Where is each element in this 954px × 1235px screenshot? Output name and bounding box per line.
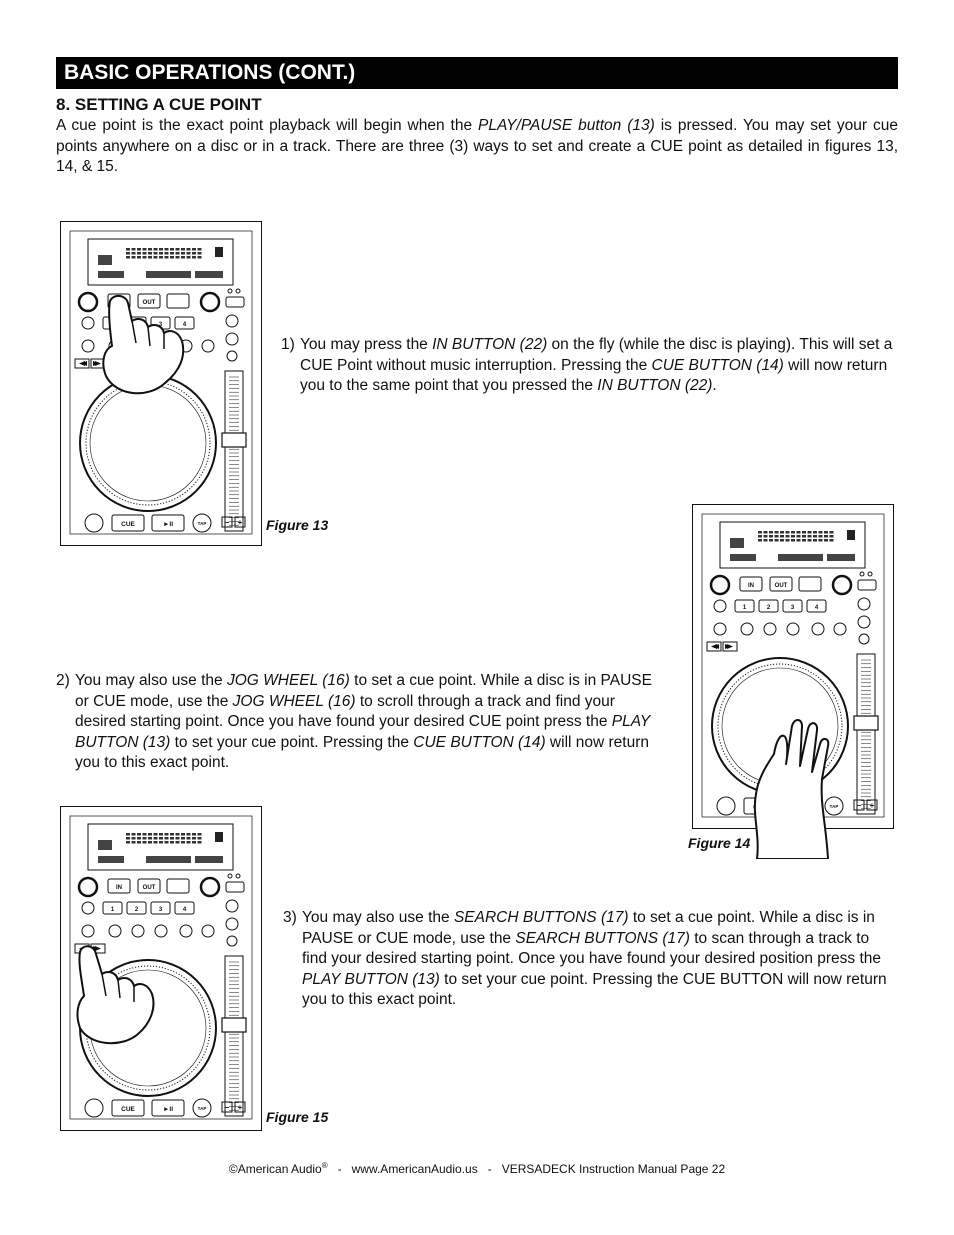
lcd-segment xyxy=(154,841,158,844)
lcd-time xyxy=(146,271,191,278)
lcd-segment xyxy=(143,841,147,844)
lcd-segment xyxy=(165,248,169,251)
lcd-segment xyxy=(181,256,185,259)
lcd-segment xyxy=(170,833,174,836)
pitch-fader-cap xyxy=(222,1018,246,1032)
lcd-segment xyxy=(786,539,790,542)
lcd-segment xyxy=(165,837,169,840)
section-title: 8. SETTING A CUE POINT xyxy=(56,95,262,114)
hot-cue-label: 3 xyxy=(158,322,163,328)
lcd-digits xyxy=(730,554,756,561)
lcd-segment xyxy=(126,833,130,836)
hot-cue-label: 3 xyxy=(158,907,163,913)
lcd-segment xyxy=(176,841,180,844)
lcd-segment xyxy=(170,841,174,844)
lcd-segment xyxy=(132,837,136,840)
cue-button-label: CUE xyxy=(121,1106,135,1113)
lcd-segment xyxy=(830,535,834,538)
step-1 xyxy=(281,335,896,397)
lcd-segment xyxy=(791,531,795,534)
lcd-segment xyxy=(143,837,147,840)
lcd-segment xyxy=(769,535,773,538)
lcd-segment xyxy=(126,248,130,251)
hot-cue-label: 1 xyxy=(110,907,115,913)
lcd-segment xyxy=(137,841,141,844)
lcd-segment xyxy=(176,837,180,840)
in-button-label: IN xyxy=(748,583,754,589)
lcd-segment xyxy=(824,539,828,542)
lcd-segment xyxy=(192,248,196,251)
hot-cue-label: 4 xyxy=(814,605,819,611)
lcd-segment xyxy=(181,841,185,844)
lcd-segment xyxy=(165,833,169,836)
lcd-icon xyxy=(215,832,223,842)
lcd-segment xyxy=(192,833,196,836)
lcd-segment xyxy=(824,531,828,534)
lcd-segment xyxy=(181,252,185,255)
figure-14-illustration xyxy=(692,504,894,859)
in-button-label: IN xyxy=(116,885,122,891)
lcd-segment xyxy=(170,256,174,259)
lcd-digits xyxy=(98,255,112,265)
lcd-segment xyxy=(808,531,812,534)
lcd-segment xyxy=(165,256,169,259)
step-text: You may press the IN BUTTON (22) on the fly (while the disc is playing). This will set a CUE Point without music interruption. Pressing the CUE BUTTON (14) will now return you to the same point that you pressed the IN BUTTON (22). xyxy=(300,336,893,394)
lcd-segment xyxy=(802,539,806,542)
lcd-segment xyxy=(137,837,141,840)
tap-label: TAP xyxy=(197,521,207,526)
lcd-segment xyxy=(137,256,141,259)
lcd-segment xyxy=(181,837,185,840)
lcd-segment xyxy=(148,248,152,251)
lcd-time xyxy=(778,554,823,561)
lcd-segment xyxy=(775,531,779,534)
lcd-segment xyxy=(780,531,784,534)
lcd-segment xyxy=(154,248,158,251)
step-number: 1) xyxy=(281,336,295,353)
lcd-segment xyxy=(132,248,136,251)
lcd-segment xyxy=(170,248,174,251)
hot-cue-label: 4 xyxy=(182,322,187,328)
footer-text: - www.AmericanAudio.us - VERSADECK Instruction Manual Page 22 xyxy=(327,1162,726,1176)
lcd-segment xyxy=(170,252,174,255)
lcd-segment xyxy=(132,841,136,844)
lcd-segment xyxy=(786,531,790,534)
lcd-segment xyxy=(791,535,795,538)
lcd-segment xyxy=(198,252,202,255)
lcd-segment xyxy=(137,252,141,255)
lcd-segment xyxy=(165,252,169,255)
pitch-fader-cap xyxy=(854,716,878,730)
lcd-segment xyxy=(819,531,823,534)
lcd-segment xyxy=(154,837,158,840)
lcd-segment xyxy=(132,252,136,255)
section-banner: BASIC OPERATIONS (CONT.) xyxy=(56,57,898,89)
pitch-plus-label: + xyxy=(237,1103,243,1112)
lcd-segment xyxy=(143,833,147,836)
lcd-segment xyxy=(159,256,163,259)
lcd-segment xyxy=(176,256,180,259)
lcd-segment xyxy=(159,833,163,836)
registered-mark: ® xyxy=(321,1161,328,1170)
hot-cue-label: 3 xyxy=(790,605,795,611)
lcd-segment xyxy=(126,837,130,840)
lcd-segment xyxy=(187,252,191,255)
hot-cue-label: 1 xyxy=(742,605,747,611)
lcd-segment xyxy=(780,535,784,538)
lcd-segment xyxy=(132,833,136,836)
lcd-segment xyxy=(192,841,196,844)
pitch-minus-label: − xyxy=(224,518,230,527)
lcd-digits xyxy=(730,538,744,548)
lcd-segment xyxy=(187,248,191,251)
lcd-segment xyxy=(126,252,130,255)
step-number: 2) xyxy=(56,672,70,689)
lcd-segment xyxy=(159,252,163,255)
lcd-segment xyxy=(198,256,202,259)
lcd-segment xyxy=(769,539,773,542)
figure-15-illustration xyxy=(60,806,262,1131)
step-3 xyxy=(283,908,898,1011)
copyright-symbol: © xyxy=(228,1162,238,1176)
lcd-segment xyxy=(198,837,202,840)
lcd-segment xyxy=(126,841,130,844)
figure-13-illustration xyxy=(60,221,262,546)
step-number: 3) xyxy=(283,909,297,926)
pitch-minus-label: − xyxy=(856,801,862,810)
lcd-segment xyxy=(170,837,174,840)
lcd-segment xyxy=(764,535,768,538)
lcd-segment xyxy=(769,531,773,534)
lcd-segment xyxy=(143,248,147,251)
out-button-label: OUT xyxy=(142,300,156,306)
lcd-segment xyxy=(159,841,163,844)
cue-button-label: CUE xyxy=(121,521,135,528)
lcd-segment xyxy=(137,833,141,836)
lcd-segment xyxy=(797,531,801,534)
figure-13-caption: Figure 13 xyxy=(266,517,329,533)
lcd-segment xyxy=(198,833,202,836)
lcd-segment xyxy=(758,539,762,542)
lcd-segment xyxy=(148,256,152,259)
lcd-segment xyxy=(181,833,185,836)
hot-cue-label: 2 xyxy=(134,907,139,913)
step-text: You may also use the SEARCH BUTTONS (17) to set a cue point. While a disc is in PAUSE or CUE mode, use the SEARCH BUTTONS (17) to scan through a track to find your desired starting point. Once you have found your desired position press the PLAY BUTTON (13) to set your cue point. Pressing the CUE BUTTON will now return you to this exact point. xyxy=(302,909,887,1008)
lcd-segment xyxy=(808,539,812,542)
lcd-bpm xyxy=(195,856,223,863)
lcd-segment xyxy=(176,248,180,251)
lcd-segment xyxy=(187,841,191,844)
lcd-segment xyxy=(137,248,141,251)
lcd-segment xyxy=(154,833,158,836)
lcd-icon xyxy=(215,247,223,257)
pitch-minus-label: − xyxy=(224,1103,230,1112)
pitch-fader-cap xyxy=(222,433,246,447)
lcd-segment xyxy=(187,256,191,259)
lcd-segment xyxy=(132,256,136,259)
step-text: You may also use the JOG WHEEL (16) to set a cue point. While a disc is in PAUSE or CUE mode, use the JOG WHEEL (16) to scroll through a track and find your desired starting point. Once you have found your desired CUE point press the PLAY BUTTON (13) to set your cue point. Pressing the CUE BUTTON (14) will now return you to this exact point. xyxy=(75,672,652,771)
lcd-bpm xyxy=(195,271,223,278)
lcd-segment xyxy=(775,539,779,542)
lcd-segment xyxy=(159,248,163,251)
lcd-segment xyxy=(758,531,762,534)
pitch-plus-label: + xyxy=(869,801,875,810)
lcd-digits xyxy=(98,840,112,850)
lcd-segment xyxy=(813,531,817,534)
lcd-segment xyxy=(797,535,801,538)
lcd-segment xyxy=(819,539,823,542)
lcd-segment xyxy=(813,539,817,542)
lcd-segment xyxy=(148,252,152,255)
lcd-segment xyxy=(775,535,779,538)
lcd-segment xyxy=(797,539,801,542)
hot-cue-label: 2 xyxy=(766,605,771,611)
play-pause-label: ►II xyxy=(162,1106,174,1113)
lcd-segment xyxy=(786,535,790,538)
lcd-segment xyxy=(192,252,196,255)
figure-15-caption: Figure 15 xyxy=(266,1109,329,1125)
lcd-time xyxy=(146,856,191,863)
lcd-segment xyxy=(830,531,834,534)
lcd-segment xyxy=(802,531,806,534)
out-button-label: OUT xyxy=(142,885,156,891)
lcd-icon xyxy=(847,530,855,540)
lcd-segment xyxy=(780,539,784,542)
lcd-digits xyxy=(98,271,124,278)
lcd-segment xyxy=(198,841,202,844)
lcd-segment xyxy=(764,531,768,534)
step-2 xyxy=(56,671,668,774)
lcd-segment xyxy=(148,837,152,840)
lcd-segment xyxy=(198,248,202,251)
footer-brand: American Audio xyxy=(237,1162,322,1176)
lcd-segment xyxy=(187,833,191,836)
figure-14-caption: Figure 14 xyxy=(688,835,751,851)
lcd-segment xyxy=(808,535,812,538)
lcd-segment xyxy=(143,252,147,255)
tap-label: TAP xyxy=(197,1106,207,1111)
lcd-segment xyxy=(154,256,158,259)
tap-label: TAP xyxy=(829,804,839,809)
lcd-bpm xyxy=(827,554,855,561)
lcd-segment xyxy=(813,535,817,538)
lcd-segment xyxy=(791,539,795,542)
page-footer xyxy=(0,1161,954,1176)
hot-cue-label: 4 xyxy=(182,907,187,913)
lcd-segment xyxy=(165,841,169,844)
lcd-segment xyxy=(824,535,828,538)
play-pause-label: ►II xyxy=(162,521,174,528)
lcd-segment xyxy=(830,539,834,542)
lcd-segment xyxy=(758,535,762,538)
lcd-segment xyxy=(176,252,180,255)
lcd-segment xyxy=(181,248,185,251)
out-button-label: OUT xyxy=(774,583,788,589)
lcd-segment xyxy=(148,833,152,836)
lcd-segment xyxy=(176,833,180,836)
lcd-segment xyxy=(764,539,768,542)
intro-paragraph: A cue point is the exact point playback will begin when the PLAY/PAUSE button (13) is pressed. You may set your cue points anywhere on a disc or in a track. There are three (3) ways to set and create a CUE point as detailed in figures 13, 14, & 15. xyxy=(56,117,898,175)
lcd-digits xyxy=(98,856,124,863)
pitch-plus-label: + xyxy=(237,518,243,527)
lcd-segment xyxy=(192,256,196,259)
lcd-segment xyxy=(154,252,158,255)
lcd-segment xyxy=(802,535,806,538)
lcd-segment xyxy=(819,535,823,538)
lcd-segment xyxy=(159,837,163,840)
lcd-segment xyxy=(143,256,147,259)
lcd-segment xyxy=(126,256,130,259)
lcd-segment xyxy=(187,837,191,840)
lcd-segment xyxy=(148,841,152,844)
lcd-segment xyxy=(192,837,196,840)
